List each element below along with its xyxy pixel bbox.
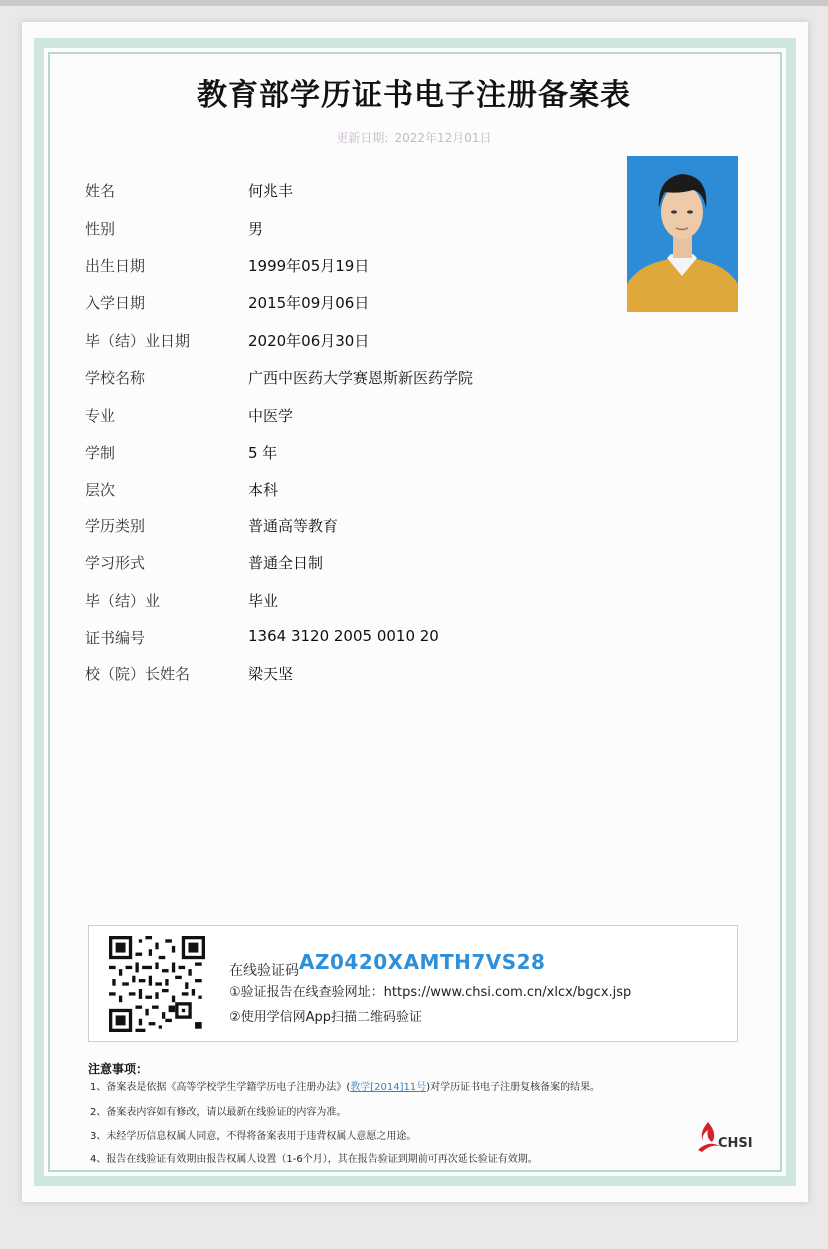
- field-value: 2020年06月30日: [248, 332, 370, 350]
- notes-title: 注意事项：: [88, 1062, 149, 1076]
- qr-code-icon[interactable]: [109, 936, 205, 1032]
- field-label: 出生日期: [85, 257, 146, 275]
- note-text: 4、报告在线验证有效期由报告权属人设置（1-6个月），其在报告验证到期前可再次延长验证有效期。: [90, 1154, 538, 1165]
- verify-code-label: 在线验证码: [229, 963, 299, 979]
- field-value: 何兆丰: [248, 182, 294, 200]
- field-value: 5 年: [248, 444, 278, 462]
- note-text: 1、备案表是依据《高等学校学生学籍学历电子注册办法》(: [90, 1082, 351, 1093]
- regulation-link[interactable]: 教学[2014]11号: [350, 1082, 427, 1093]
- verify-url-line: ①验证报告在线查验网址：https://www.chsi.com.cn/xlcx/bgcx.jsp: [229, 985, 632, 1000]
- field-value: 广西中医药大学赛恩斯新医药学院: [248, 369, 474, 387]
- field-label: 层次: [85, 481, 116, 499]
- note-item: [90, 1150, 538, 1165]
- chsi-logo: [694, 1120, 764, 1160]
- field-label: 学制: [85, 444, 116, 462]
- field-value: 1999年05月19日: [248, 257, 370, 275]
- field-value: 1364 3120 2005 0010 20: [248, 627, 439, 645]
- verify-app-line: ②使用学信网App扫描二维码验证: [229, 1010, 423, 1025]
- field-label: 学历类别: [85, 517, 146, 535]
- field-label: 学习形式: [85, 554, 146, 572]
- field-value: 中医学: [248, 407, 294, 425]
- note-text: )对学历证书电子注册复核备案的结果。: [426, 1082, 601, 1093]
- id-photo: [627, 156, 738, 312]
- field-label: 入学日期: [85, 294, 146, 312]
- verification-box: [88, 925, 738, 1042]
- field-label: 校（院）长姓名: [85, 665, 191, 683]
- field-label: 学校名称: [85, 369, 146, 387]
- field-value: 梁天坚: [248, 665, 294, 683]
- note-text: 2、备案表内容如有修改，请以最新在线验证的内容为准。: [90, 1107, 347, 1118]
- chsi-logo-text: CHSI: [718, 1136, 753, 1151]
- update-date-label: 更新日期:: [336, 131, 389, 145]
- field-value: 普通全日制: [248, 554, 324, 572]
- field-label: 性别: [85, 220, 116, 238]
- field-label: 专业: [85, 407, 116, 425]
- field-value: 2015年09月06日: [248, 294, 370, 312]
- note-item: [90, 1103, 346, 1118]
- field-value: 本科: [248, 481, 279, 499]
- note-item: [90, 1078, 600, 1093]
- field-label: 毕（结）业: [85, 592, 161, 610]
- document-title: 教育部学历证书电子注册备案表: [197, 78, 631, 113]
- update-date: [0, 129, 828, 146]
- field-label: 姓名: [85, 182, 116, 200]
- note-item: [90, 1127, 416, 1142]
- field-value: 普通高等教育: [248, 517, 339, 535]
- verify-code: AZ0420XAMTH7VS28: [299, 950, 546, 974]
- field-label: 毕（结）业日期: [85, 332, 191, 350]
- field-label: 证书编号: [85, 629, 146, 647]
- field-value: 毕业: [248, 592, 279, 610]
- field-value: 男: [248, 220, 264, 238]
- update-date-value: 2022年12月01日: [394, 131, 492, 145]
- top-bar: [0, 0, 828, 6]
- note-text: 3、未经学历信息权属人同意，不得将备案表用于违背权属人意愿之用途。: [90, 1131, 417, 1142]
